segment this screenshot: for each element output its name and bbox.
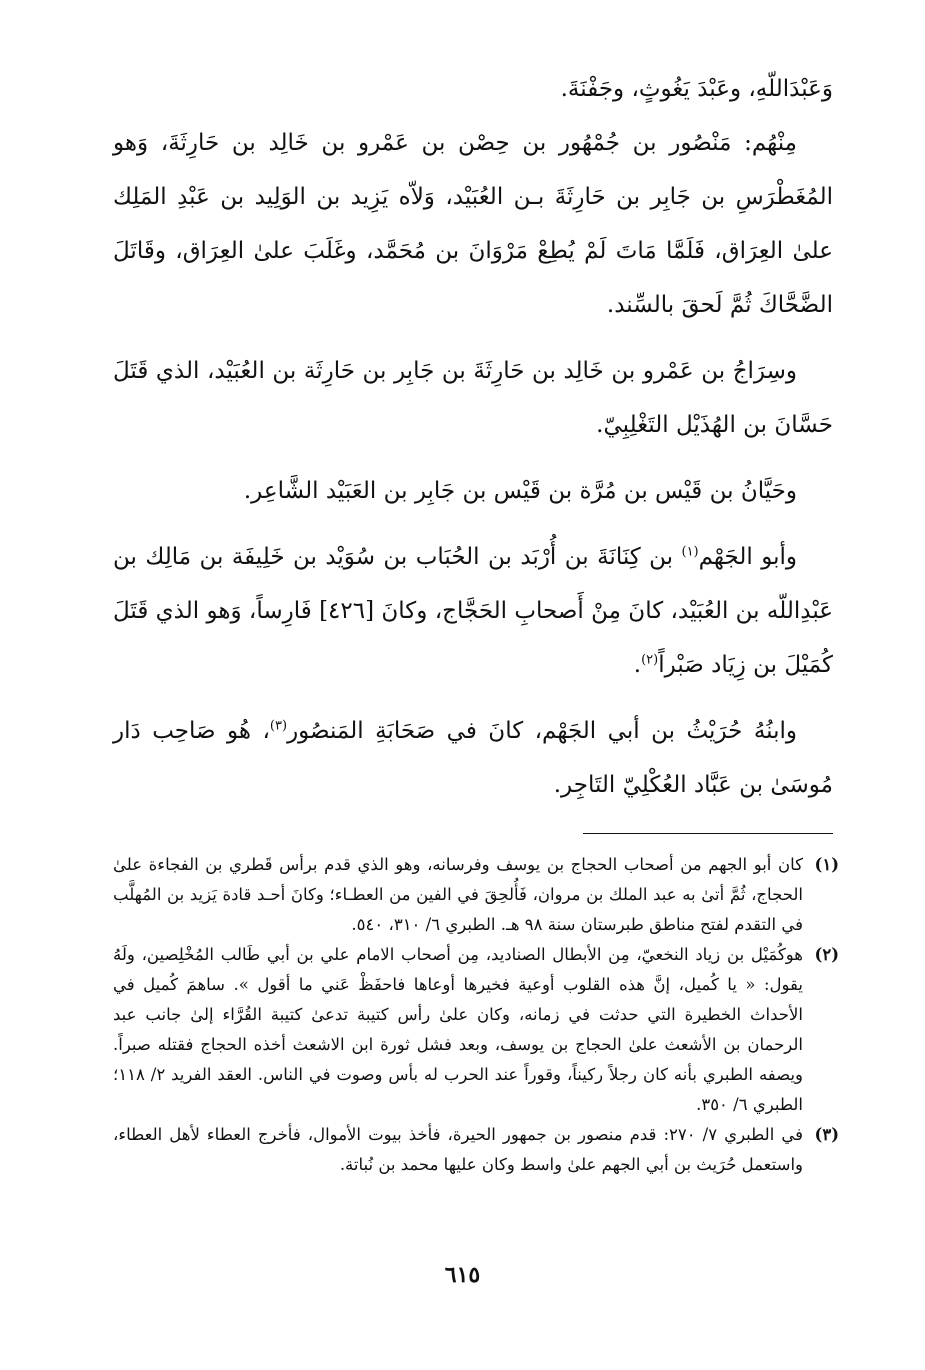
paragraph-hayyan: وحَيَّانُ بن قَيْس بن مُرَّة بن قَيْس بن جَابِر بن العَبَيْد الشَّاعِر. — [243, 478, 797, 504]
footnote-ref-2[interactable]: (٢) — [641, 652, 659, 668]
abu-jahm-end: . — [633, 652, 642, 678]
footnote-text: كان أبو الجهم من أصحاب الحجاج بن يوسف وفرسانه، وهو الذي قدم برأس قَطري بن الفجاءة علىٰ الحجاج، ثُمَّ أتىٰ به عبد الملك بن مروان، فَأُلحِقَ في الفين من العطـاء؛ وكانَ أحـد قادة يَزيد بن المُهلَّب في التقدم لفتح مناطق طبرستان سنة ٩٨ هـ. الطبري ٦/ ٣١٠، ٥٤٠. — [113, 855, 803, 934]
main-text-body — [113, 62, 833, 824]
footnote-number: (١) — [814, 855, 839, 874]
footnote-text: في الطبري ٧/ ٢٧٠: قدم منصور بن جمهور الحيرة، فأخذ بيوت الأموال، فأخرج العطاء لأهل العطاء، واستعمل حُرَيث بن أبي الجهم علىٰ واسط وكان عليها محمد بن نُباتة. — [113, 1125, 803, 1174]
footnote-number: (٣) — [814, 1125, 839, 1144]
footnote-number: (٢) — [814, 945, 839, 964]
footnote-3 — [113, 1120, 839, 1180]
footnote-ref-1[interactable]: (١) — [681, 544, 699, 560]
hurayth-text-start: وابنُهُ حُرَيْثُ بن أبي الجَهْم، كانَ في صَحَابَةِ المَنصُور — [287, 718, 798, 744]
footnote-ref-3[interactable]: (٣) — [269, 718, 288, 734]
paragraph-abu-jahm — [113, 530, 833, 692]
footnote-separator-rule — [583, 833, 833, 834]
paragraph-mansur: مِنْهُم: مَنْصُور بن جُمْهُور بن حِصْن بن عَمْرو بن خَالِد بن حَارِثَةَ، وَهو المُغَطْرَسِ بن جَابِر بن حَارِثَةَ بـن العُبَيْد، وَلاّه يَزِيد بن الوَلِيد بن عَبْدِ المَلِك علىٰ العِرَاق، فَلَمَّا مَاتَ لَمْ يُطِعْ مَرْوَانَ بن مُحَمَّد، وغَلَبَ علىٰ العِرَاق، وقَاتَلَ الضَّحَّاكَ ثُمَّ لَحقَ بالسِّند. — [113, 130, 833, 318]
abu-jahm-text: بن كِنَانَةَ بن أُرْبَد بن الحُبَاب بن سُوَيْد بن خَلِيفَة بن مَالِك بن عَبْدِاللّه بن العُبَيْد، كانَ مِنْ أَصحابِ الحَجَّاج، وكانَ [٤٢٦] فَارِساً، وَهو الذي قَتَلَ كُمَيْلَ بن زِيَاد صَبْراً — [113, 544, 833, 678]
footnotes-section — [113, 850, 839, 1180]
footnote-2 — [113, 940, 839, 1120]
page-number: ٦١٥ — [444, 1262, 481, 1288]
paragraph-hurayth — [113, 704, 833, 812]
paragraph-opening-line: وَعَبْدَاللّهِ، وعَبْدَ يَغُوثٍ، وجَفْنَةَ. — [560, 76, 833, 102]
abu-jahm-name: وأبو الجَهْم — [698, 544, 797, 570]
paragraph-siraj: وسِرَاجُ بن عَمْرو بن خَالِد بن حَارِثَةَ بن جَابِر بن حَارِثَة بن العُبَيْد، الذي قَتَلَ حَسَّانَ بن الهُذَيْل التَغْلِبِيّ. — [113, 358, 833, 438]
footnote-1 — [113, 850, 839, 940]
footnote-text: هوكُمَيْل بن زياد النخعيّ، مِن الأبطال الصناديد، مِن أصحاب الامام علي بن أبي طَالب المُخْلِصين، ولَهُ يقول: « يا كُميل، إنَّ هذه القلوب أوعية فخيرها أوعاها فاحفَظْ عَني ما أقول ». ساهمَ كُميل في الأحداث الخطيرة التي حدثت في زمانه، وكان علىٰ رأس كتيبة تدعىٰ كتيبة القُرَّاء إلىٰ جانب عبد الرحمان بن الأشعث علىٰ الحجاج بن يوسف، وبعد فشل ثورة ابن الاشعث أخذه الحجاج فقتله صبراً. ويصفه الطبري بأنه كان رجلاً ركيناً، وقوراً عند الحرب له بأس وصوت في الناس. العقد الفريد ٢/ ١١٨؛ الطبري ٦/ ٣٥٠. — [113, 945, 803, 1114]
hurayth-text-end: ، هُو صَاحِب دَار مُوسَىٰ بن عَبَّاد العُكْلِيّ التَاجِر. — [113, 718, 833, 798]
